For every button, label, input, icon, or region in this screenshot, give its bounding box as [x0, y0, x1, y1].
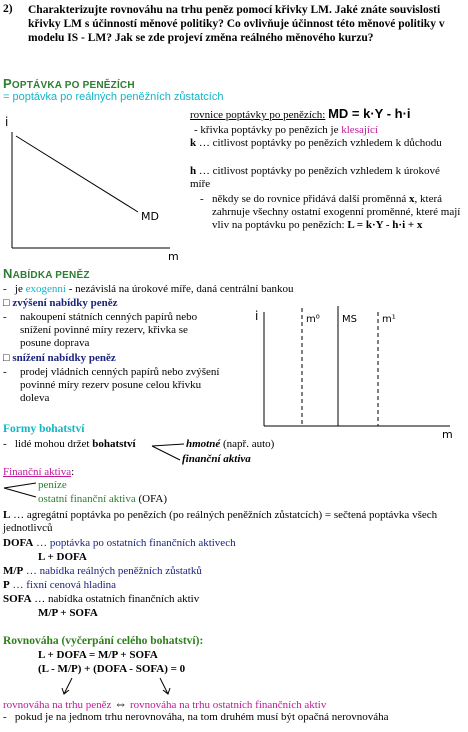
def-P: P … fixní cenová hladina [3, 579, 117, 591]
formy-branch-1: hmotné (např. auto) [186, 438, 275, 450]
demand-line-1: - křivka poptávky po penězích je klesající [194, 124, 378, 136]
rovnovaha-relation: rovnováha na trhu peněz ⇔ rovnováha na trhu ostatních finančních aktiv [3, 696, 327, 711]
money-demand-graph [0, 104, 180, 263]
section-title-nabidka: NABÍDKA PENĚZ [3, 266, 90, 281]
supply-label-mid: MS [342, 314, 357, 325]
eq-supply-sum: M/P + SOFA [38, 607, 98, 619]
def-L: L … agregátní poptávka po penězích (po reálných peněžních zůstatcích) = sečtená poptávka všech jednotlivců [3, 509, 438, 534]
decrease-text: prodej vládních cenných papírů nebo zvýšení povinné míry rezerv posune celou křivku doleva [20, 366, 220, 404]
decrease-title: □ snížení nabídky peněz [3, 352, 116, 364]
question-number: 2) [3, 3, 13, 15]
supply-line-1: - je exogenní - nezávislá na úrokové míře, daná centrální bankou [3, 283, 294, 295]
def-DOFA: DOFA … poptávka po ostatních finančních aktivech [3, 537, 236, 549]
graph-x-label: m [168, 250, 179, 263]
def-MP: M/P … nabídka reálných peněžních zůstatků [3, 565, 202, 577]
supply-label-left: m⁰ [306, 314, 320, 325]
poptavka-definition: = poptávka po reálných peněžních zůstatcích [3, 91, 224, 103]
h-definition: h … citlivost poptávky po penězích vzhledem k úrokové míře [190, 165, 440, 190]
aktiva-item-2: ostatní finanční aktiva (OFA) [38, 493, 168, 505]
note-bullet: - [200, 193, 204, 205]
rovnovaha-eq-2: (L - M/P) + (DOFA - SOFA) = 0 [38, 663, 186, 675]
question-text: Charakterizujte rovnováhu na trhu peněz pomocí křivky LM. Jaké znáte souvislosti křivky LM s účinností měnové politiky? Co ovlivňuje účinnost této měnové politiky v modelu IS - LM? Jak se zde projeví změna reálného měnového kurzu? [28, 4, 445, 44]
aktiva-title: Finanční aktiva: [3, 466, 75, 478]
demand-note: někdy se do rovnice přidává další proměnná x, která zahrnuje všechny ostatní exogenní proměnné, které mají vliv na poptávku po penězích: L = k·Y - h·i + x [212, 193, 461, 231]
increase-text: nakoupení státních cenných papírů nebo snížení povinné míry rezerv, křivka se posune doprava [20, 311, 198, 349]
aktiva-branch-lines [0, 474, 40, 504]
decrease-bullet: - [3, 366, 7, 378]
formy-line: - lidé mohou držet bohatství [3, 438, 136, 450]
k-definition: k … citlivost poptávky po penězích vzhledem k důchodu [190, 137, 442, 149]
supply-x-label: m [442, 428, 453, 441]
rovnovaha-title: Rovnováha (vyčerpání celého bohatství): [3, 635, 204, 647]
rovnovaha-arrows [60, 676, 180, 698]
eq-demand-sum: L + DOFA [38, 551, 87, 563]
equation-line: rovnice poptávky po penězích: MD = k·Y - h·i [190, 106, 411, 121]
graph-curve-label: MD [141, 210, 159, 223]
def-SOFA: SOFA … nabídka ostatních finančních aktiv [3, 593, 200, 605]
formy-title: Formy bohatství [3, 423, 85, 435]
supply-y-label: i [255, 309, 259, 323]
increase-title: □ zvýšení nabídky peněz [3, 297, 118, 309]
aktiva-item-1: peníze [38, 479, 67, 491]
section-title-poptavka: POPTÁVKA PO PENĚZÍCH [3, 76, 135, 91]
graph-y-label: i [5, 115, 9, 129]
rovnovaha-eq-1: L + DOFA = M/P + SOFA [38, 649, 158, 661]
formy-branch-2: finanční aktiva [182, 453, 251, 465]
money-supply-graph [250, 290, 460, 440]
increase-bullet: - [3, 311, 7, 323]
supply-label-right: m¹ [382, 314, 396, 325]
rovnovaha-note: - pokud je na jednom trhu nerovnováha, na tom druhém musí být opačná nerovnováha [3, 711, 389, 723]
